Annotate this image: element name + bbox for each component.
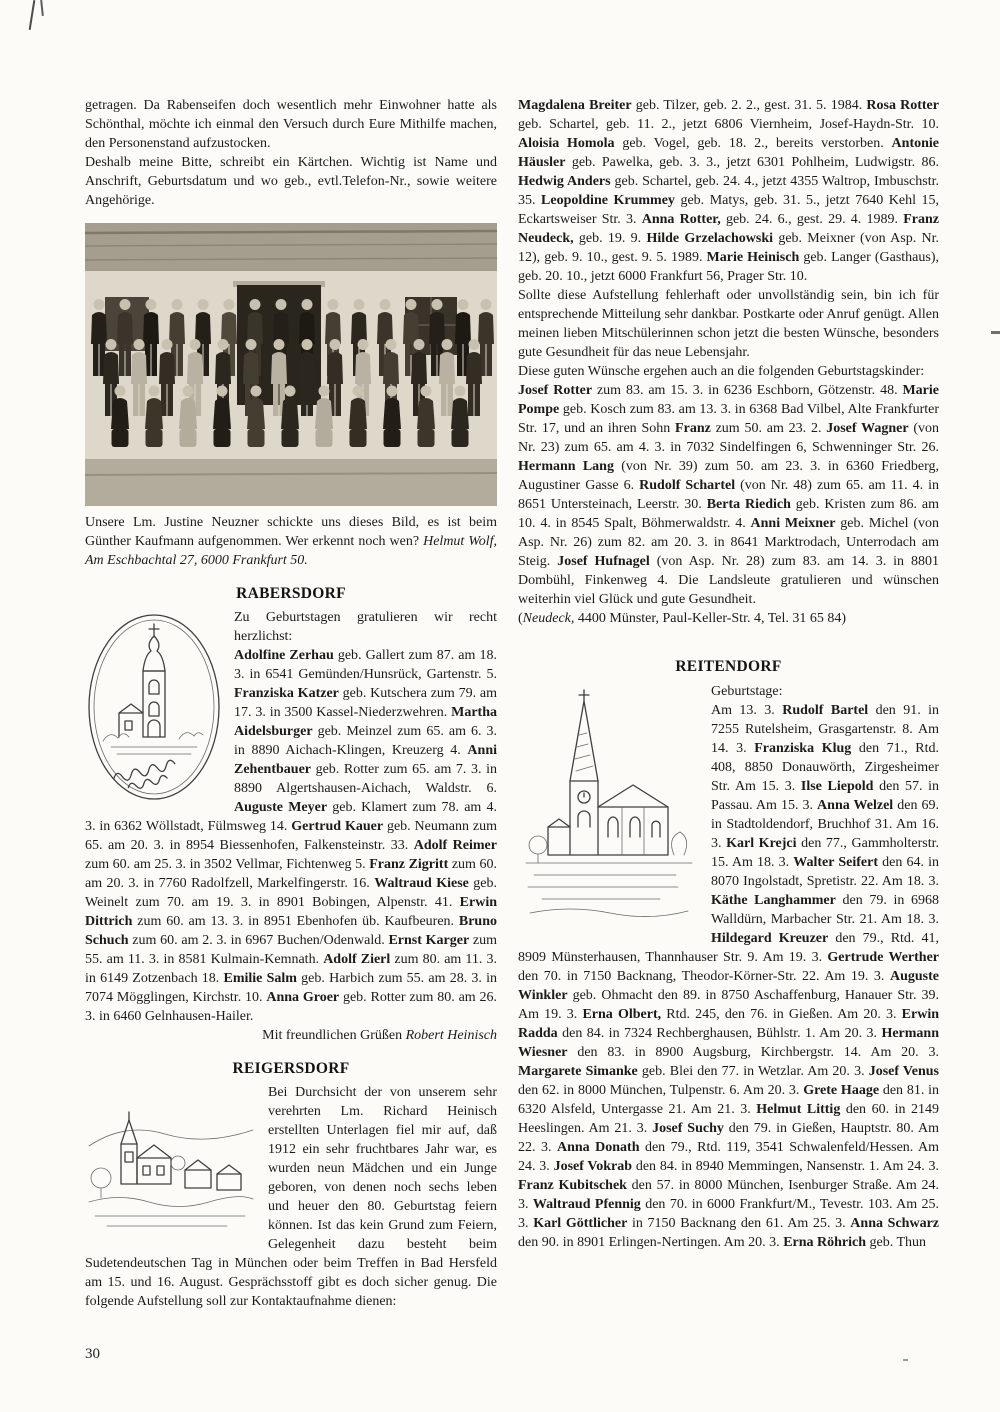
section-title-reigersdorf: REIGERSDORF [232,1060,350,1077]
rabersdorf-section [85,608,497,1026]
reigersdorf-village-illustration [85,1086,257,1238]
reitendorf-section [518,682,939,1252]
scan-artifact [29,0,36,30]
right-column [518,96,939,1311]
scan-artifact [991,331,1000,334]
scan-artifact [903,1359,908,1361]
section-title-reitendorf: REITENDORF [675,658,782,675]
reitendorf-text: Geburtstage: Am 13. 3. Rudolf Bartel den 91. in 7255 Rutelsheim, Grasgartenstr. 8. Am 14. 3. Franziska Klug den 71., Rtd. 408, 8850 Donauwörth, Zirgesheimer Str. Am 15. 3. Ilse Liepold den 57. in Passau. Am 15. 3. Anna Welzel den 69. in Stadtoldendorf, Bruchhof 31. Am 16. 3. Karl Krejci den 77., Gammholterstr. 15. Am 18. 3. Walter Seifert den 64. in 8070 Ingolstadt, Spretistr. 22. Am 18. 3. Käthe Langhammer den 79. in 6968 Walldürn, Marbacher Str. 21. Am 18. 3. Hildegard Kreuzer den 79., Rtd. 41, 8909 Münsterhausen, Thannhauser Str. 9. Am 19. 3. Gertrude Werther den 70. in 7150 Backnang, Theodor-Körner-Str. 22. Am 19. 3. Auguste Winkler geb. Ohmacht den 89. in 8750 Aschaffenburg, Hanauer Str. 39. Am 19. 3. Erna Olbert, Rtd. 245, den 76. in Gießen. Am 20. 3. Erwin Radda den 84. in 7324 Rechberghausen, Bühlstr. 1. Am 20. 3. Hermann Wiesner den 83. in 8900 Augsburg, Kirchbergstr. 14. Am 20. 3. Margarete Simanke geb. Blei den 77. in Wetzlar. Am 20. 3. Josef Venus den 62. in 8000 München, Tulpenstr. 6. Am 20. 3. Grete Haage den 81. in 6320 Alsfeld, Untergasse 21. Am 21. 3. Helmut Littig den 60. in 2149 Heeslingen. Am 21. 3. Josef Suchy den 79. in Gießen, Hauptstr. 80. Am 22. 3. Anna Donath den 79., Rtd. 119, 3541 Schwalenfeld/Hessen. Am 24. 3. Josef Vokrab den 84. in 8940 Memmingen, Nansenstr. 1. Am 24. 3. Franz Kubitschek den 57. in 8000 München, Isenburger Straße. Am 24. 3. Waltraud Pfennig den 70. in 6000 Frankfurt/M., Tevestr. 103. Am 25. 3. Karl Göttlicher in 7150 Backnang den 61. Am 25. 3. Anna Schwarz den 90. in 8901 Erlingen-Nertingen. Am 20. 3. Erna Röhrich geb. Thun [518,684,940,1250]
rabersdorf-church-illustration [85,611,223,803]
left-column [85,96,497,1311]
photo-caption: Unsere Lm. Justine Neuzner schickte uns dieses Bild, es ist beim Günther Kaufmann aufgenommen. Wer erkennt noch wen? Helmut Wolf, Am Eschbachtal 27, 6000 Frankfurt 50. [85,515,497,568]
group-photo [85,223,497,506]
classmates-list: Magdalena Breiter geb. Tilzer, geb. 2. 2., gest. 31. 5. 1984. Rosa Rotter geb. Schartel, geb. 11. 2., jetzt 6806 Viernheim, Josef-Haydn-Str. 10. Aloisia Homola geb. Vogel, geb. 18. 2., bereits verstorben. Antonie Häusler geb. Pawelka, geb. 3. 3., jetzt 6301 Pohlheim, Ludwigstr. 86. Hedwig Anders geb. Schartel, geb. 24. 4., jetzt 4355 Waltrop, Imbuschstr. 35. Leopoldine Krummey geb. Matys, geb. 31. 5., jetzt 7640 Kehl 15, Eckartsweiser Str. 3. Anna Rotter, geb. 24. 6., gest. 29. 4. 1989. Franz Neudeck, geb. 19. 9. Hilde Grzelachowski geb. Meixner (von Asp. Nr. 12), geb. 9. 10., gest. 9. 5. 1989. Marie Heinisch geb. Langer (Gasthaus), geb. 20. 10., jetzt 6000 Frankfurt 56, Prager Str. 10. Sollte diese Aufstellung fehlerhaft oder unvollständig sein, bin ich für entsprechende Mitteilung sehr dankbar. Postkarte oder Anruf genügt. Allen meinen lieben Mitschülerinnen schon jetzt die besten Wünsche, besonders gute Gesundheit für das neue Lebensjahr. Diese guten Wünsche ergehen auch an die folgenden Geburtstagskinder: Josef Rotter zum 83. am 15. 3. in 6236 Eschborn, Götzenstr. 48. Marie Pompe geb. Kosch zum 83. am 13. 3. in 6368 Bad Vilbel, Alte Frankfurter Str. 17, und an ihren Sohn Franz zum 50. am 23. 2. Josef Wagner (von Nr. 23) zum 65. am 4. 3. in 7032 Sindelfingen 6, Schwenninger Str. 26. Hermann Lang (von Nr. 39) zum 50. am 23. 3. in 6360 Friedberg, Augustiner Gasse 6. Rudolf Schartel (von Nr. 48) zum 65. am 11. 4. in 8651 Untersteinach, Leerstr. 30. Berta Riedich geb. Kristen zum 86. am 10. 4. in 8545 Spalt, Böhmerwaldstr. 4. Anni Meixner geb. Michel (von Asp. Nr. 26) zum 82. am 20. 3. in 8641 Marktrodach, Unterrodach am Steig. Josef Hufnagel (von Asp. Nr. 28) zum 83. am 14. 3. in 8801 Dombühl, Finkenweg 4. Die Landsleute gratulieren und wünschen weiterhin viel Glück und gute Gesundheit. (Neudeck, 4400 Münster, Paul-Keller-Str. 4, Tel. 31 65 84) [518,98,940,626]
scan-artifact [40,0,44,16]
rabersdorf-signoff: Mit freundlichen Grüßen Robert Heinisch [262,1028,497,1043]
page-columns [85,96,939,1311]
reigersdorf-text: Bei Durchsicht der von unserem sehr verehrten Lm. Richard Heinisch erstellten Unterlagen fiel mir auf, daß 1912 ein sehr fruchtbares Jahr war, es wurden neun Mädchen und ein Junge geboren, von denen noch sechs leben und heuer den 80. Geburtstag feiern können. Ist das kein Grund zum Feiern, Gelegenheit dazu besteht beim Sudetendeutschen Tag in München oder beim Treffen in Bad Hersfeld am 15. und 16. August. Gesprächsstoff gibt es doch sicher genug. Die folgende Aufstellung soll zur Kontaktaufnahme dienen: [85,1085,497,1309]
page-number: 30 [85,1346,100,1362]
section-title-rabersdorf: RABERSDORF [236,585,346,602]
intro-paragraph: getragen. Da Rabenseifen doch wesentlich mehr Einwohner hatte als Schönthal, möchte ich einmal den Versuch durch Eure Mithilfe machen, den Personenstand aufzustocken. Deshalb meine Bitte, schreibt ein Kärtchen. Wichtig ist Name und Anschrift, Geburtsdatum und wo geb., evtl.Telefon-Nr., sowie weitere Angehörige. [85,98,497,208]
reigersdorf-section [85,1083,497,1311]
rabersdorf-text: Zu Geburtstagen gratulieren wir recht herzlichst: Adolfine Zerhau geb. Gallert zum 87. am 18. 3. in 6541 Gemünden/Hunsrück, Gartenstr. 5. Franziska Katzer geb. Kutschera zum 79. am 17. 3. in 3500 Kassel-Niederzwehren. Martha Aidelsburger geb. Meinzel zum 65. am 6. 3. in 8890 Aichach-Klingen, Kreuzerg 4. Anni Zehentbauer geb. Rotter zum 65. am 7. 3. in 8890 Algertshausen-Aichach, Waldstr. 6. Auguste Meyer geb. Klamert zum 78. am 4. 3. in 6362 Wöllstadt, Fülmsweg 14. Gertrud Kauer geb. Neumann zum 65. am 20. 3. in 8954 Biessenhofen, Falkensteinstr. 33. Adolf Reimer zum 60. am 25. 3. in 3502 Vellmar, Fichtenweg 5. Franz Zigritt zum 60. am 20. 3. in 7760 Radolfzell, Markelfingerstr. 16. Waltraud Kiese geb. Weinelt zum 70. am 19. 3. in 8901 Bobingen, Alpenstr. 41. Erwin Dittrich zum 60. am 13. 3. in 8951 Ebenhofen üb. Kaufbeuren. Bruno Schuch zum 60. am 2. 3. in 6967 Buchen/Odenwald. Ernst Karger zum 55. am 11. 3. in 8581 Kulmain-Kemnath. Adolf Zierl zum 80. am 11. 3. in 6149 Zotzenbach 18. Emilie Salm geb. Harbich zum 55. am 28. 3. in 7074 Mögglingen, Kirchstr. 10. Anna Groer geb. Rotter zum 80. am 26. 3. in 6460 Gelnhausen-Hailer. [85,610,498,1024]
reitendorf-church-illustration [518,685,700,937]
